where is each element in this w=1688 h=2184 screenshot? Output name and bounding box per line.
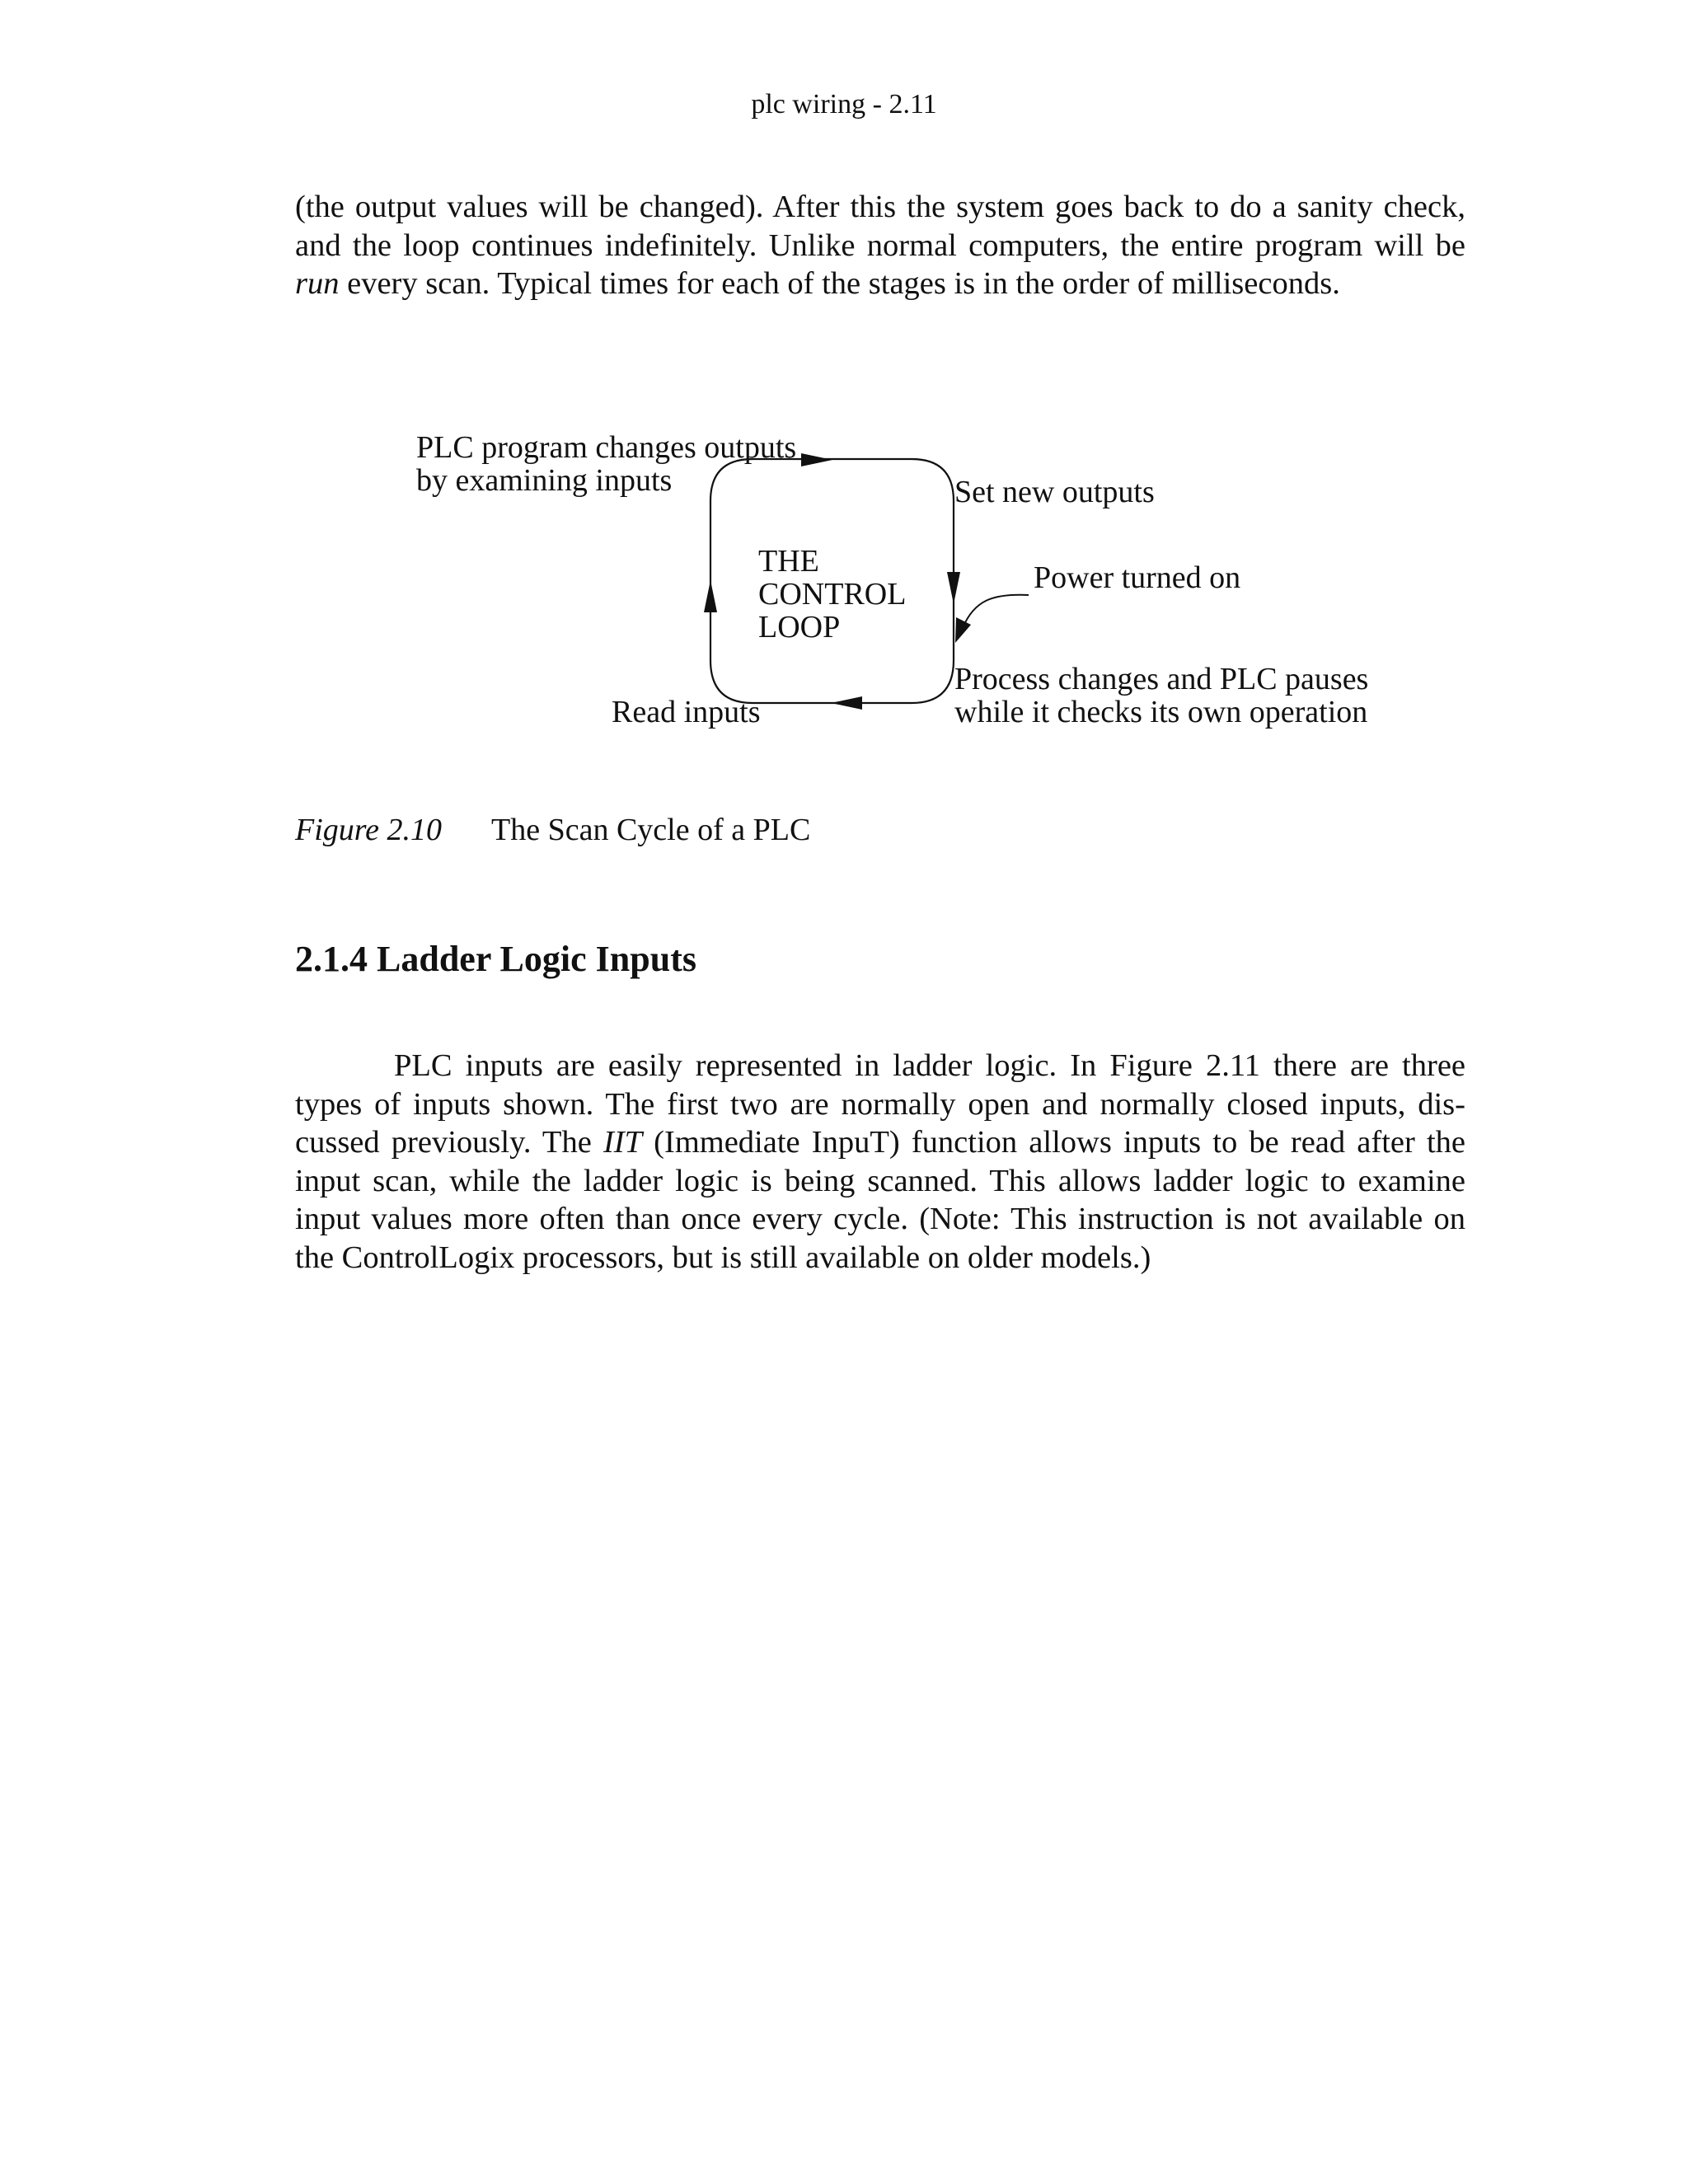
section-heading: 2.1.4 Ladder Logic Inputs — [295, 939, 696, 979]
power-on-arrowhead — [955, 617, 971, 643]
paragraph-line — [295, 1123, 1465, 1162]
label-power-turned-on: Power turned on — [1034, 560, 1241, 595]
figure-title: The Scan Cycle of a PLC — [491, 813, 811, 847]
arrow-top-right — [801, 453, 832, 466]
running-header: plc wiring - 2.11 — [751, 89, 937, 120]
label-set-new-outputs: Set new outputs — [954, 475, 1155, 509]
paragraph-line: input values more often than once every cycle. (Note: This instruction is not available on — [295, 1202, 1465, 1236]
paragraph-line: and the loop continues indefinitely. Unlike normal computers, the entire program will be — [295, 227, 1465, 263]
label-read-inputs: Read inputs — [612, 695, 761, 729]
loop-center-line: THE — [758, 544, 819, 579]
label-program-changes: PLC program changes outputs — [416, 430, 797, 465]
paragraph-line-post: (Immediate InpuT) function allows inputs to be read after the — [642, 1125, 1465, 1160]
paragraph-line: the ControlLogix processors, but is still available on older models.) — [295, 1240, 1151, 1275]
emphasis-iit: IIT — [603, 1125, 643, 1160]
paragraph-line: (the output values will be changed). After this the system goes back to do a sanity check, — [295, 190, 1465, 224]
paragraph-line: PLC inputs are easily represented in ladder logic. In Figure 2.11 there are three — [394, 1048, 1465, 1083]
label-examining-inputs: by examining inputs — [416, 463, 673, 498]
loop-center-line: CONTROL — [758, 577, 907, 612]
arrow-left-up — [704, 580, 717, 612]
label-process-changes: Process changes and PLC pauses — [954, 662, 1369, 696]
loop-center-line: LOOP — [758, 610, 841, 644]
arrow-bottom-left — [831, 696, 862, 710]
figure-caption — [295, 812, 810, 848]
paragraph-line-pre: cussed previously. The — [295, 1125, 603, 1160]
emphasis-run: run — [295, 266, 340, 301]
arrow-right-down — [947, 572, 960, 604]
figure-number: Figure 2.10 — [295, 813, 443, 847]
paragraph-line-rest: every scan. Typical times for each of the stages is in the order of milliseconds. — [339, 266, 1340, 301]
paragraph-line: types of inputs shown. The first two are normally open and normally closed inputs, dis- — [295, 1086, 1465, 1122]
ladder-inputs-paragraph — [295, 1047, 1465, 1277]
paragraph-line: input scan, while the ladder logic is being scanned. This allows ladder logic to examine — [295, 1163, 1465, 1198]
label-checks-operation: while it checks its own operation — [954, 695, 1368, 729]
power-on-pointer — [963, 595, 1029, 628]
